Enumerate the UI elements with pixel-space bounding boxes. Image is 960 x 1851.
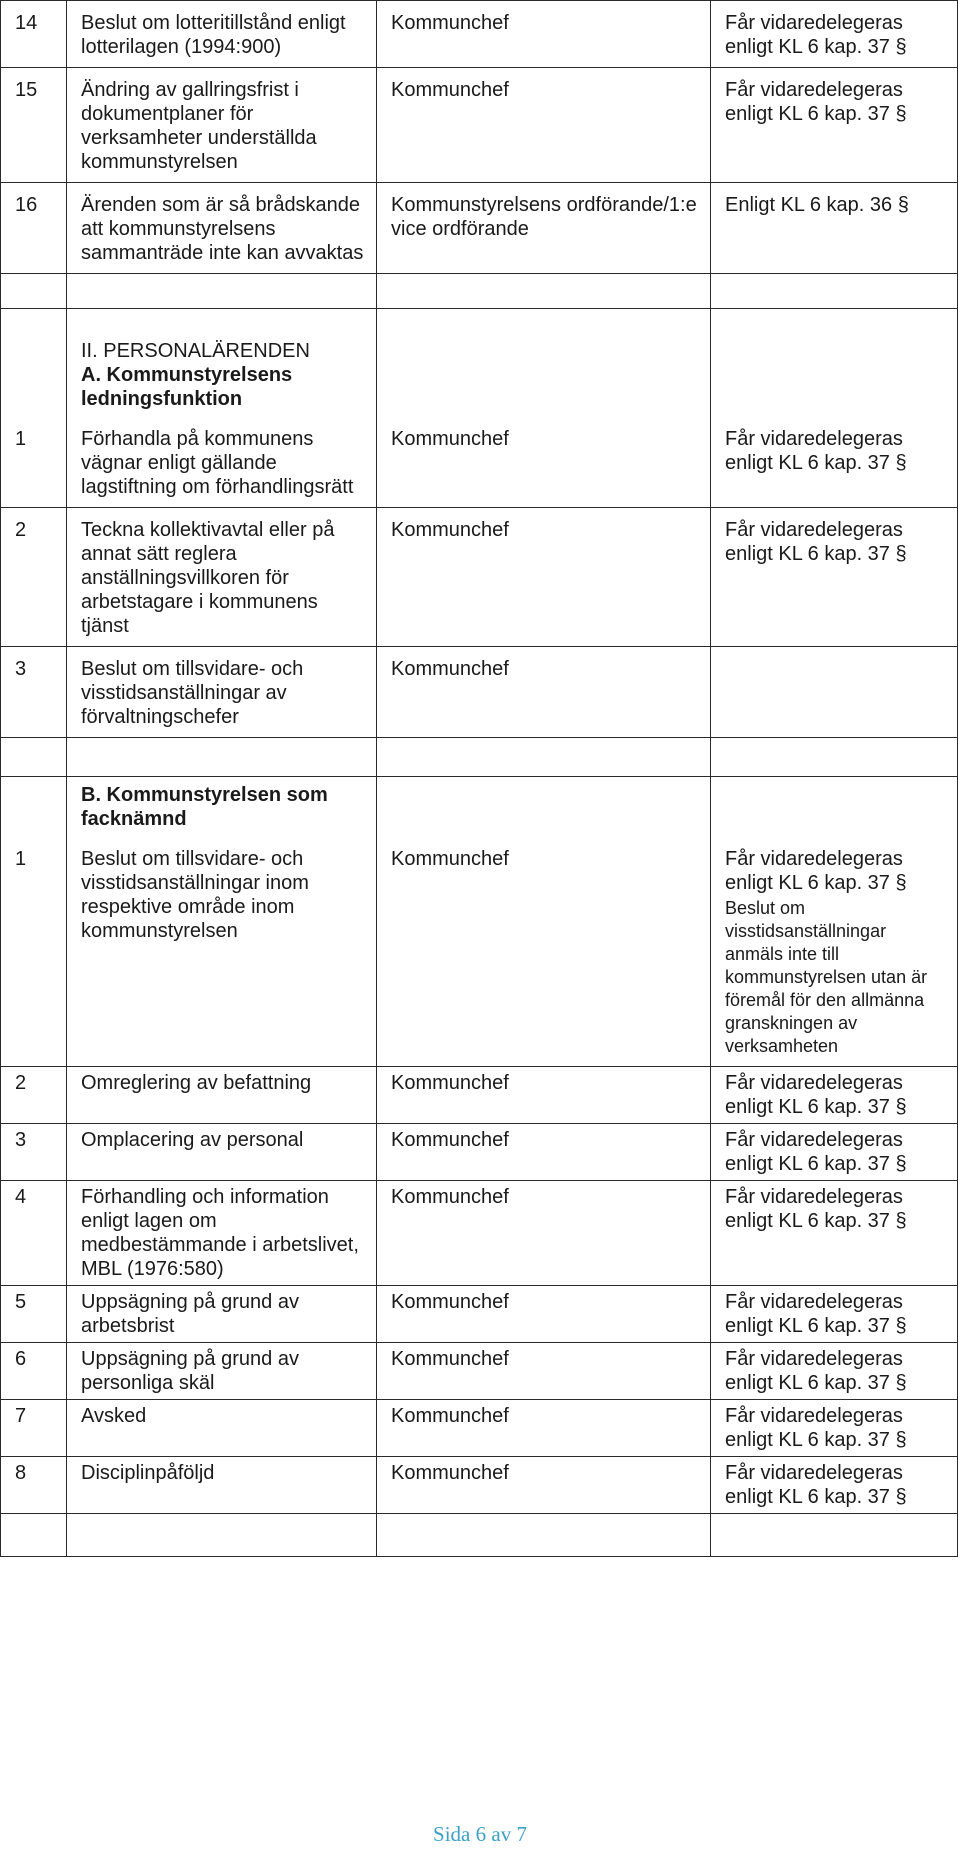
- table-row: [1, 417, 958, 508]
- row-note: [711, 647, 958, 738]
- table-row: [1, 1067, 958, 1124]
- row-number: 6: [1, 1343, 67, 1400]
- table-row: [1, 1181, 958, 1286]
- row-note: Får vidaredelegeras enligt KL 6 kap. 37 §: [711, 1124, 958, 1181]
- row-delegate: Kommunchef: [377, 1124, 711, 1181]
- row-number: 7: [1, 1400, 67, 1457]
- row-delegate: Kommunchef: [377, 1343, 711, 1400]
- row-note: Får vidaredelegeras enligt KL 6 kap. 37 §: [711, 1181, 958, 1286]
- row-number: 1: [1, 837, 67, 1067]
- blank-row: [1, 1514, 958, 1557]
- row-number: 2: [1, 1067, 67, 1124]
- row-item: Omplacering av personal: [67, 1124, 377, 1181]
- row-delegate: Kommunchef: [377, 1457, 711, 1514]
- row-delegate: Kommunchef: [377, 1181, 711, 1286]
- table-row: [1, 183, 958, 274]
- row-delegate: Kommunchef: [377, 1400, 711, 1457]
- row-item: Uppsägning på grund av personliga skäl: [67, 1343, 377, 1400]
- row-delegate: Kommunchef: [377, 68, 711, 183]
- row-number: 3: [1, 647, 67, 738]
- table-row: [1, 1400, 958, 1457]
- row-number: 3: [1, 1124, 67, 1181]
- section-heading-row: [1, 309, 958, 418]
- row-item: Avsked: [67, 1400, 377, 1457]
- row-item: Uppsägning på grund av arbetsbrist: [67, 1286, 377, 1343]
- row-item: Förhandling och information enligt lagen om medbestämmande i arbetslivet, MBL (1976:580): [67, 1181, 377, 1286]
- row-number: 5: [1, 1286, 67, 1343]
- row-number: 8: [1, 1457, 67, 1514]
- row-delegate: Kommunstyrelsens ordförande/1:e vice ordförande: [377, 183, 711, 274]
- row-note: Får vidaredelegeras enligt KL 6 kap. 37 § Beslut om visstidsanställningar anmäls inte till kommunstyrelsen utan är föremål för den allmänna granskningen av verksamheten: [711, 837, 958, 1067]
- section-title: II. PERSONALÄRENDEN: [81, 340, 310, 362]
- row-number: 2: [1, 508, 67, 647]
- row-item: Beslut om tillsvidare- och visstidsanställningar av förvaltningschefer: [67, 647, 377, 738]
- row-delegate: Kommunchef: [377, 837, 711, 1067]
- row-number: 4: [1, 1181, 67, 1286]
- row-item: Ärenden som är så brådskande att kommunstyrelsens sammanträde inte kan avvaktas: [67, 183, 377, 274]
- row-number: 14: [1, 1, 67, 68]
- row-delegate: Kommunchef: [377, 1286, 711, 1343]
- row-delegate: Kommunchef: [377, 417, 711, 508]
- row-note: Enligt KL 6 kap. 36 §: [711, 183, 958, 274]
- row-note: Får vidaredelegeras enligt KL 6 kap. 37 §: [711, 417, 958, 508]
- subsection-title: B. Kommunstyrelsen som facknämnd: [81, 784, 328, 830]
- row-delegate: Kommunchef: [377, 1, 711, 68]
- row-note-extra: Beslut om visstidsanställningar anmäls inte till kommunstyrelsen utan är föremål för den allmänna granskningen av verksamheten: [725, 898, 928, 1056]
- row-number: 15: [1, 68, 67, 183]
- table-row: [1, 68, 958, 183]
- row-note: Får vidaredelegeras enligt KL 6 kap. 37 §: [711, 1286, 958, 1343]
- row-note: Får vidaredelegeras enligt KL 6 kap. 37 §: [711, 1067, 958, 1124]
- row-number: 16: [1, 183, 67, 274]
- row-item: Omreglering av befattning: [67, 1067, 377, 1124]
- blank-row: [1, 274, 958, 309]
- subsection-title: A. Kommunstyrelsens ledningsfunktion: [81, 364, 293, 410]
- row-note: Får vidaredelegeras enligt KL 6 kap. 37 §: [711, 508, 958, 647]
- subsection-heading-row: [1, 777, 958, 838]
- row-item: Förhandla på kommunens vägnar enligt gällande lagstiftning om förhandlingsrätt: [67, 417, 377, 508]
- row-note: Får vidaredelegeras enligt KL 6 kap. 37 §: [711, 1457, 958, 1514]
- row-item: Beslut om tillsvidare- och visstidsanställningar inom respektive område inom kommunstyrelsen: [67, 837, 377, 1067]
- row-note: Får vidaredelegeras enligt KL 6 kap. 37 §: [711, 1343, 958, 1400]
- table-row: [1, 1, 958, 68]
- table-row: [1, 1124, 958, 1181]
- row-delegate: Kommunchef: [377, 508, 711, 647]
- table-row: [1, 1286, 958, 1343]
- row-number: 1: [1, 417, 67, 508]
- row-delegate: Kommunchef: [377, 647, 711, 738]
- table-row: [1, 647, 958, 738]
- table-row: [1, 837, 958, 1067]
- row-delegate: Kommunchef: [377, 1067, 711, 1124]
- row-item: Beslut om lotteritillstånd enligt lotterilagen (1994:900): [67, 1, 377, 68]
- row-item: Ändring av gallringsfrist i dokumentplaner för verksamheter underställda kommunstyrelsen: [67, 68, 377, 183]
- section-heading: [67, 309, 377, 418]
- row-item: Disciplinpåföljd: [67, 1457, 377, 1514]
- row-note: Får vidaredelegeras enligt KL 6 kap. 37 §: [711, 1, 958, 68]
- row-note: Får vidaredelegeras enligt KL 6 kap. 37 §: [711, 68, 958, 183]
- table-row: [1, 1343, 958, 1400]
- blank-row: [1, 738, 958, 777]
- row-note: Får vidaredelegeras enligt KL 6 kap. 37 §: [711, 1400, 958, 1457]
- table-row: [1, 1457, 958, 1514]
- table-row: [1, 508, 958, 647]
- row-item: Teckna kollektivavtal eller på annat sätt reglera anställningsvillkoren för arbetstagare i kommunens tjänst: [67, 508, 377, 647]
- page-number: Sida 6 av 7: [433, 1822, 527, 1846]
